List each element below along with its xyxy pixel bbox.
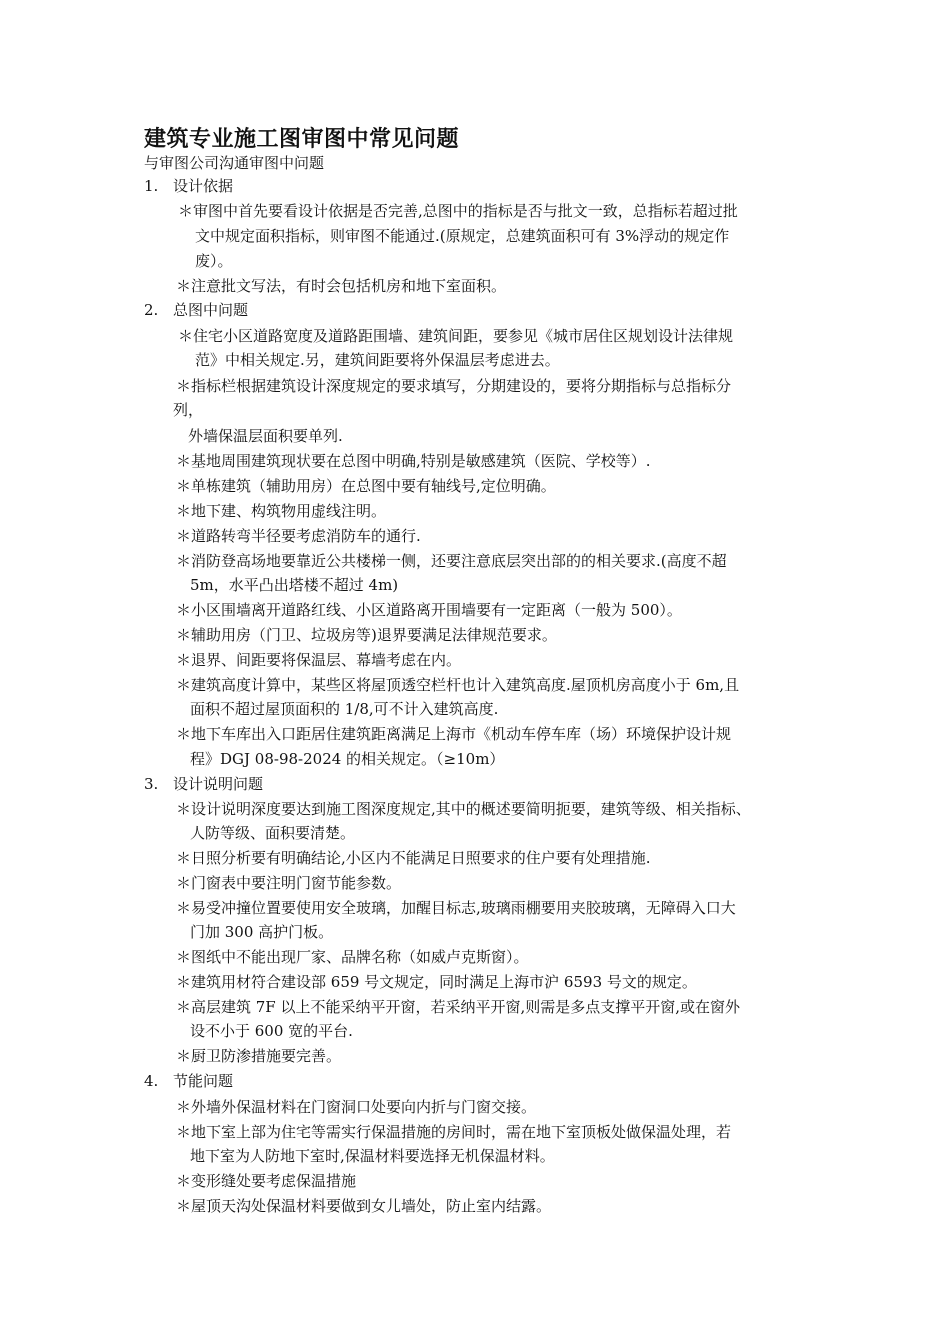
- list-item: ＊日照分析要有明确结论,小区内不能满足日照要求的住户要有处理措施.: [176, 849, 651, 867]
- section-number: 4.: [144, 1072, 159, 1090]
- list-item: ＊高层建筑 7F 以上不能采纳平开窗，若采纳平开窗,则需是多点支撑平开窗,或在窗外: [176, 998, 741, 1016]
- list-item: ＊退界、间距要将保温层、幕墙考虑在内。: [176, 651, 462, 669]
- list-item-continuation: 废）。: [195, 252, 233, 270]
- list-item: ＊小区围墙离开道路红线、小区道路离开围墙要有一定距离（一般为 500）。: [176, 601, 682, 619]
- section-heading: 设计说明问题: [173, 775, 264, 793]
- list-item-continuation: 设不小于 600 宽的平台.: [190, 1022, 353, 1040]
- list-item-continuation: 5m，水平凸出塔楼不超过 4m): [190, 576, 399, 594]
- list-item: ＊建筑用材符合建设部 659 号文规定，同时满足上海市沪 6593 号文的规定。: [176, 973, 697, 991]
- list-item-continuation: 门加 300 高护门板。: [190, 923, 334, 941]
- list-item-continuation: 范》中相关规定.另，建筑间距要将外保温层考虑进去。: [195, 351, 560, 369]
- list-item: ＊住宅小区道路宽度及道路距围墙、建筑间距，要参见《城市居住区规划设计法律规: [178, 327, 734, 345]
- list-item-continuation: 面积不超过屋顶面积的 1/8,可不计入建筑高度.: [190, 700, 499, 718]
- list-item: ＊建筑高度计算中，某些区将屋顶透空栏杆也计入建筑高度.屋顶机房高度小于 6m,且: [176, 676, 740, 694]
- list-item: ＊指标栏根据建筑设计深度规定的要求填写，分期建设的，要将分期指标与总指标分: [176, 377, 732, 395]
- document-title: 建筑专业施工图审图中常见问题: [144, 127, 460, 152]
- section-number: 2.: [144, 301, 159, 319]
- list-item-continuation: 地下室为人防地下室时,保温材料要选择无机保温材料。: [190, 1147, 555, 1165]
- list-item-continuation: 列，: [173, 401, 204, 419]
- list-item: ＊辅助用房（门卫、垃圾房等)退界要满足法律规范要求。: [176, 626, 557, 644]
- list-item: ＊地下建、构筑物用虚线注明。: [176, 502, 387, 520]
- list-item-continuation: 人防等级、面积要清楚。: [190, 824, 356, 842]
- section-heading: 节能问题: [173, 1072, 234, 1090]
- section-heading: 总图中问题: [173, 301, 249, 319]
- list-item: ＊外墙外保温材料在门窗洞口处要向内折与门窗交接。: [176, 1098, 537, 1116]
- list-item: ＊注意批文写法，有时会包括机房和地下室面积。: [176, 277, 507, 295]
- section-heading: 设计依据: [173, 177, 234, 195]
- list-item: ＊消防登高场地要靠近公共楼梯一侧，还要注意底层突出部的的相关要求.(高度不超: [176, 552, 727, 570]
- list-item-continuation: 程》DGJ 08-98-2024 的相关规定。（≥10m）: [190, 750, 505, 768]
- list-item: ＊地下车库出入口距居住建筑距离满足上海市《机动车停车库（场）环境保护设计规: [176, 725, 732, 743]
- list-item: ＊设计说明深度要达到施工图深度规定,其中的概述要简明扼要，建筑等级、相关指标、: [176, 800, 751, 818]
- list-item: ＊屋顶天沟处保温材料要做到女儿墙处，防止室内结露。: [176, 1197, 552, 1215]
- list-item: ＊道路转弯半径要考虑消防车的通行.: [176, 527, 421, 545]
- list-item: ＊厨卫防渗措施要完善。: [176, 1047, 342, 1065]
- list-item: ＊审图中首先要看设计依据是否完善,总图中的指标是否与批文一致，总指标若超过批: [178, 202, 738, 220]
- document-subtitle: 与审图公司沟通审图中问题: [144, 154, 325, 172]
- list-item: ＊地下室上部为住宅等需实行保温措施的房间时，需在地下室顶板处做保温处理，若: [176, 1123, 732, 1141]
- list-item: ＊基地周围建筑现状要在总图中明确,特别是敏感建筑（医院、学校等）.: [176, 452, 651, 470]
- section-number: 1.: [144, 177, 159, 195]
- list-item: ＊图纸中不能出现厂家、品牌名称（如威卢克斯窗）。: [176, 948, 529, 966]
- list-item: ＊易受冲撞位置要使用安全玻璃，加醒目标志,玻璃雨棚要用夹胶玻璃，无障碍入口大: [176, 899, 736, 917]
- list-item: ＊单栋建筑（辅助用房）在总图中要有轴线号,定位明确。: [176, 477, 556, 495]
- section-number: 3.: [144, 775, 159, 793]
- list-item-continuation: 文中规定面积指标，则审图不能通过.(原规定，总建筑面积可有 3%浮动的规定作: [195, 227, 730, 245]
- list-item: ＊门窗表中要注明门窗节能参数。: [176, 874, 402, 892]
- list-item: ＊变形缝处要考虑保温措施: [176, 1172, 357, 1190]
- list-item-continuation: 外墙保温层面积要单列.: [188, 427, 343, 445]
